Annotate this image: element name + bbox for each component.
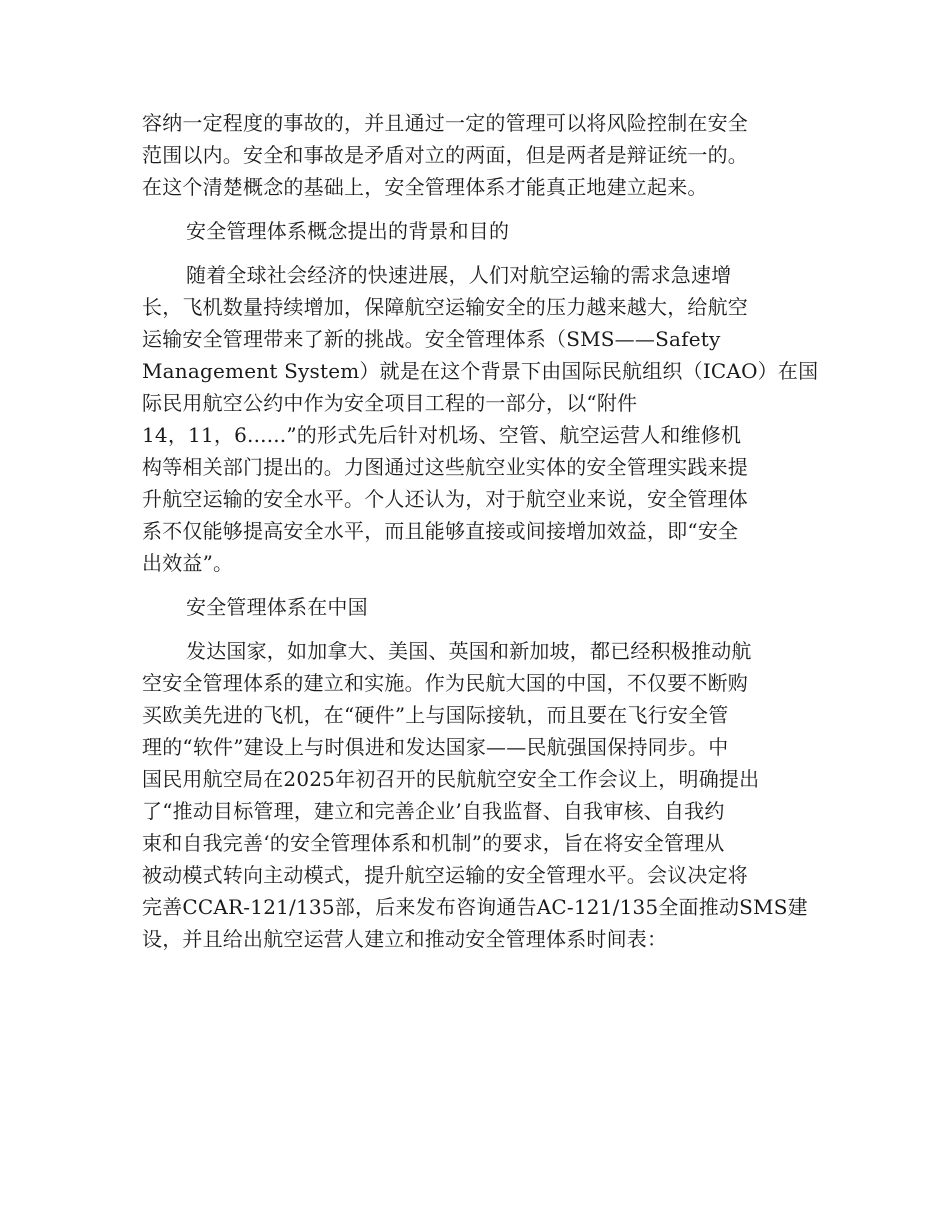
document-page	[142, 107, 819, 955]
text-line: 在这个清楚概念的基础上，安全管理体系才能真正地建立起来。	[142, 175, 708, 199]
text-line: 升航空运输的安全水平。个人还认为，对于航空业来说，安全管理体	[142, 487, 748, 511]
text-line: 14，11，6......”的形式先后针对机场、空管、航空运营人和维修机	[142, 423, 742, 447]
heading-text: 安全管理体系概念提出的背景和目的	[186, 219, 510, 243]
text-line: 运输安全管理带来了新的挑战。安全管理体系（SMS——Safety	[142, 327, 721, 351]
paragraph-background	[142, 259, 819, 579]
paragraph-china	[142, 635, 810, 955]
text-line: 发达国家，如加拿大、美国、英国和新加坡，都已经积极推动航	[186, 639, 752, 663]
text-line: 出效益”。	[142, 551, 234, 575]
heading-text: 安全管理体系在中国	[186, 595, 368, 619]
section-heading-background	[142, 215, 810, 247]
text-line: 被动模式转向主动模式，提升航空运输的安全管理水平。会议决定将	[142, 863, 748, 887]
text-line: 范围以内。安全和事故是矛盾对立的两面，但是两者是辩证统一的。	[142, 143, 748, 167]
text-line: 长，飞机数量持续增加，保障航空运输安全的压力越来越大，给航空	[142, 295, 748, 319]
text-line: 系不仅能够提高安全水平，而且能够直接或间接增加效益，即“安全	[142, 519, 739, 543]
text-line: 买欧美先进的飞机，在“硬件”上与国际接轨，而且要在飞行安全管	[142, 703, 729, 727]
text-line: 设，并且给出航空运营人建立和推动安全管理体系时间表：	[142, 927, 668, 951]
text-line: 完善CCAR-121/135部，后来发布咨询通告AC-121/135全面推动SMS建	[142, 895, 808, 919]
text-line: 容纳一定程度的事故的，并且通过一定的管理可以将风险控制在安全	[142, 111, 748, 135]
text-line: 束和自我完善‘的安全管理体系和机制”的要求，旨在将安全管理从	[142, 831, 725, 855]
text-line: 随着全球社会经济的快速进展，人们对航空运输的需求急速增	[186, 263, 732, 287]
text-line: 理的“软件”建设上与时俱进和发达国家——民航强国保持同步。中	[142, 735, 729, 759]
paragraph-intro	[142, 107, 810, 203]
text-line: 空安全管理体系的建立和实施。作为民航大国的中国，不仅要不断购	[142, 671, 748, 695]
section-heading-china	[142, 591, 810, 623]
text-line: 际民用航空公约中作为安全项目工程的一部分，以“附件	[142, 391, 638, 415]
text-line: 构等相关部门提出的。力图通过这些航空业实体的安全管理实践来提	[142, 455, 748, 479]
text-line: Management System）就是在这个背景下由国际民航组织（ICAO）在国	[142, 359, 819, 383]
text-line: 国民用航空局在2025年初召开的民航航空安全工作会议上，明确提出	[142, 767, 760, 791]
text-line: 了“推动目标管理，建立和完善企业’自我监督、自我审核、自我约	[142, 799, 725, 823]
